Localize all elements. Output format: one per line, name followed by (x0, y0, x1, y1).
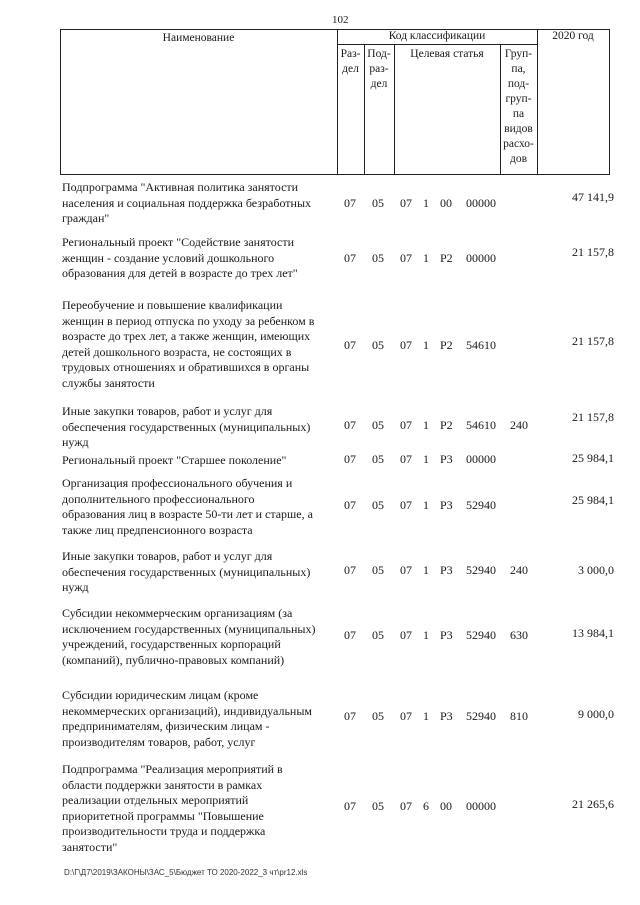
text-line: Раз- (340, 48, 361, 60)
text-line: некоммерческих организаций), индивидуальным (62, 703, 312, 718)
code-cell: 00000 (466, 196, 496, 210)
code-cell: 05 (372, 452, 384, 466)
code-cell: 07 (344, 338, 356, 352)
text-line: образования для детей в возрасте до трех лет" (62, 266, 298, 280)
text-line: населения и социальная поддержка безработных (62, 195, 312, 210)
text-line: дополнительного профессионального (62, 491, 255, 506)
code-cell: 07 (344, 628, 356, 642)
text-line: Подпрограмма "Реализация мероприятий в (62, 762, 283, 776)
code-cell: 05 (372, 498, 384, 512)
code-cell: 52940 (466, 628, 496, 642)
code-cell: 52940 (466, 563, 496, 577)
code-cell: 05 (372, 338, 384, 352)
text-line: Подпрограмма "Активная политика занятости (62, 180, 299, 194)
row-name (62, 404, 344, 451)
row-amount: 21 157,8 (572, 410, 614, 424)
header-podrazdel (364, 47, 394, 92)
row-amount: 9 000,0 (578, 707, 614, 721)
code-cell: 54610 (466, 338, 496, 352)
code-cell: 07 (344, 498, 356, 512)
row-name (62, 549, 344, 596)
text-line: занятости" (62, 839, 118, 854)
row-amount: 21 265,6 (572, 797, 614, 811)
code-cell: 07 (400, 338, 412, 352)
code-cell: 07 (344, 563, 356, 577)
code-cell: Р3 (440, 452, 453, 466)
row-name (62, 298, 344, 391)
text-line: Организация профессионального обучения и (62, 476, 293, 490)
text-line: груп- (505, 93, 532, 105)
code-cell: 240 (510, 418, 528, 432)
header-group (500, 47, 537, 167)
text-line: области поддержки занятости в рамках (62, 777, 263, 792)
code-cell: Р2 (440, 338, 453, 352)
code-cell: 07 (344, 196, 356, 210)
row-amount: 47 141,9 (572, 190, 614, 204)
code-cell: 52940 (466, 498, 496, 512)
page-number: 102 (332, 14, 349, 26)
code-cell: 6 (423, 799, 429, 813)
code-cell: 1 (423, 709, 429, 723)
text-line: также лиц предпенсионного возраста (62, 522, 253, 537)
code-cell: 1 (423, 452, 429, 466)
text-line: реализации отдельных мероприятий (62, 793, 249, 807)
text-line: обеспечения государственных (муниципальных) (62, 564, 311, 579)
header-name: Наименование (162, 32, 235, 44)
text-line: приоритетной программы "Повышение (62, 808, 264, 823)
row-name (62, 453, 344, 469)
row-name (62, 606, 344, 668)
code-cell: 05 (372, 709, 384, 723)
code-cell: Р3 (440, 498, 453, 512)
text-line: под- (507, 78, 530, 90)
code-cell: 07 (344, 799, 356, 813)
code-cell: 07 (344, 251, 356, 265)
text-line: дел (342, 63, 359, 75)
text-line: дов (509, 153, 528, 165)
code-cell: 1 (423, 628, 429, 642)
code-cell: Р3 (440, 563, 453, 577)
code-cell: 07 (400, 628, 412, 642)
text-line: учреждений, государственных корпораций (62, 637, 281, 651)
code-cell: Р2 (440, 251, 453, 265)
code-cell: 07 (400, 418, 412, 432)
row-name (62, 180, 344, 227)
code-cell: 07 (344, 418, 356, 432)
row-amount: 21 157,8 (572, 245, 614, 259)
code-cell: 00000 (466, 799, 496, 813)
code-cell: 1 (423, 563, 429, 577)
header-razdel (337, 47, 364, 77)
text-line: па, (511, 63, 526, 75)
code-cell: 05 (372, 418, 384, 432)
code-cell: 05 (372, 251, 384, 265)
code-cell: 54610 (466, 418, 496, 432)
row-amount: 25 984,1 (572, 493, 614, 507)
row-name (62, 688, 344, 750)
code-cell: 1 (423, 196, 429, 210)
text-line: образования лиц в возрасте 50-ти лет и старше, а (62, 507, 313, 521)
text-line: видов (504, 123, 533, 135)
text-line: Региональный проект "Содействие занятости (62, 235, 294, 249)
code-cell: 240 (510, 563, 528, 577)
code-cell: 1 (423, 251, 429, 265)
text-line: предпринимателям, физическим лицам - (62, 719, 270, 733)
code-cell: 1 (423, 418, 429, 432)
code-cell: 07 (400, 563, 412, 577)
code-cell: 00000 (466, 452, 496, 466)
code-cell: 05 (372, 563, 384, 577)
code-cell: Р3 (440, 628, 453, 642)
code-cell: 05 (372, 196, 384, 210)
text-line: Иные закупки товаров, работ и услуг для (62, 404, 273, 418)
header-year: 2020 год (552, 30, 594, 42)
text-line: граждан" (62, 211, 110, 225)
text-line: женщин - создание условий дошкольного (62, 250, 275, 265)
code-cell: 05 (372, 799, 384, 813)
code-cell: 1 (423, 498, 429, 512)
text-line: раз- (369, 63, 389, 75)
text-line: Переобучение и повышение квалификации (62, 298, 283, 312)
text-line: Региональный проект "Старшее поколение" (62, 453, 287, 467)
text-line: женщин в период отпуска по уходу за ребенком в (62, 313, 315, 328)
code-cell: 07 (344, 709, 356, 723)
text-line: детей дошкольного возраста, не состоящих в (62, 344, 292, 359)
text-line: Иные закупки товаров, работ и услуг для (62, 549, 273, 563)
row-amount: 25 984,1 (572, 451, 614, 465)
code-cell: 07 (400, 251, 412, 265)
code-cell: 00000 (466, 251, 496, 265)
text-line: возрасте до трех лет, а также женщин, имеющих (62, 329, 311, 343)
text-line: (компаний), публично-правовых компаний) (62, 652, 285, 667)
text-line: исключением государственных (муниципальных) (62, 621, 316, 636)
code-cell: 00 (440, 196, 452, 210)
header-target: Целевая статья (410, 48, 484, 60)
text-line: Груп- (504, 48, 533, 60)
code-cell: 07 (400, 498, 412, 512)
text-line: обеспечения государственных (муниципальных) (62, 419, 311, 434)
row-name (62, 476, 344, 538)
text-line: Субсидии юридическим лицам (кроме (62, 688, 259, 702)
text-line: Под- (367, 48, 391, 60)
text-line: службы занятости (62, 375, 155, 390)
code-cell: 810 (510, 709, 528, 723)
code-cell: 05 (372, 628, 384, 642)
code-cell: 07 (400, 799, 412, 813)
row-amount: 3 000,0 (578, 563, 614, 577)
row-amount: 13 984,1 (572, 626, 614, 640)
row-amount: 21 157,8 (572, 334, 614, 348)
row-name (62, 762, 344, 855)
text-line: трудовых отношениях и обратившихся в органы (62, 360, 310, 374)
header-classification: Код классификации (388, 30, 486, 42)
code-cell: 07 (400, 196, 412, 210)
code-cell: 07 (400, 452, 412, 466)
text-line: па (512, 108, 525, 120)
code-cell: 52940 (466, 709, 496, 723)
row-name (62, 235, 344, 282)
code-cell: 630 (510, 628, 528, 642)
text-line: дел (370, 78, 388, 90)
code-cell: 1 (423, 338, 429, 352)
code-cell: Р2 (440, 418, 453, 432)
text-line: нужд (62, 580, 89, 594)
code-cell: Р3 (440, 709, 453, 723)
text-line: нужд (62, 435, 89, 449)
text-line: расхо- (503, 138, 534, 150)
text-line: производителям товаров, работ, услуг (62, 734, 256, 749)
text-line: производительности труда и поддержка (62, 824, 266, 838)
footer-path: D:\Г\Д7\2019\ЗАКОНЫ\ЗАС_5\Бюджет ТО 2020-2022_3 чт\pr12.xls (64, 868, 308, 877)
code-cell: 00 (440, 799, 452, 813)
code-cell: 07 (344, 452, 356, 466)
code-cell: 07 (400, 709, 412, 723)
text-line: Субсидии некоммерческим организациям (за (62, 606, 293, 620)
